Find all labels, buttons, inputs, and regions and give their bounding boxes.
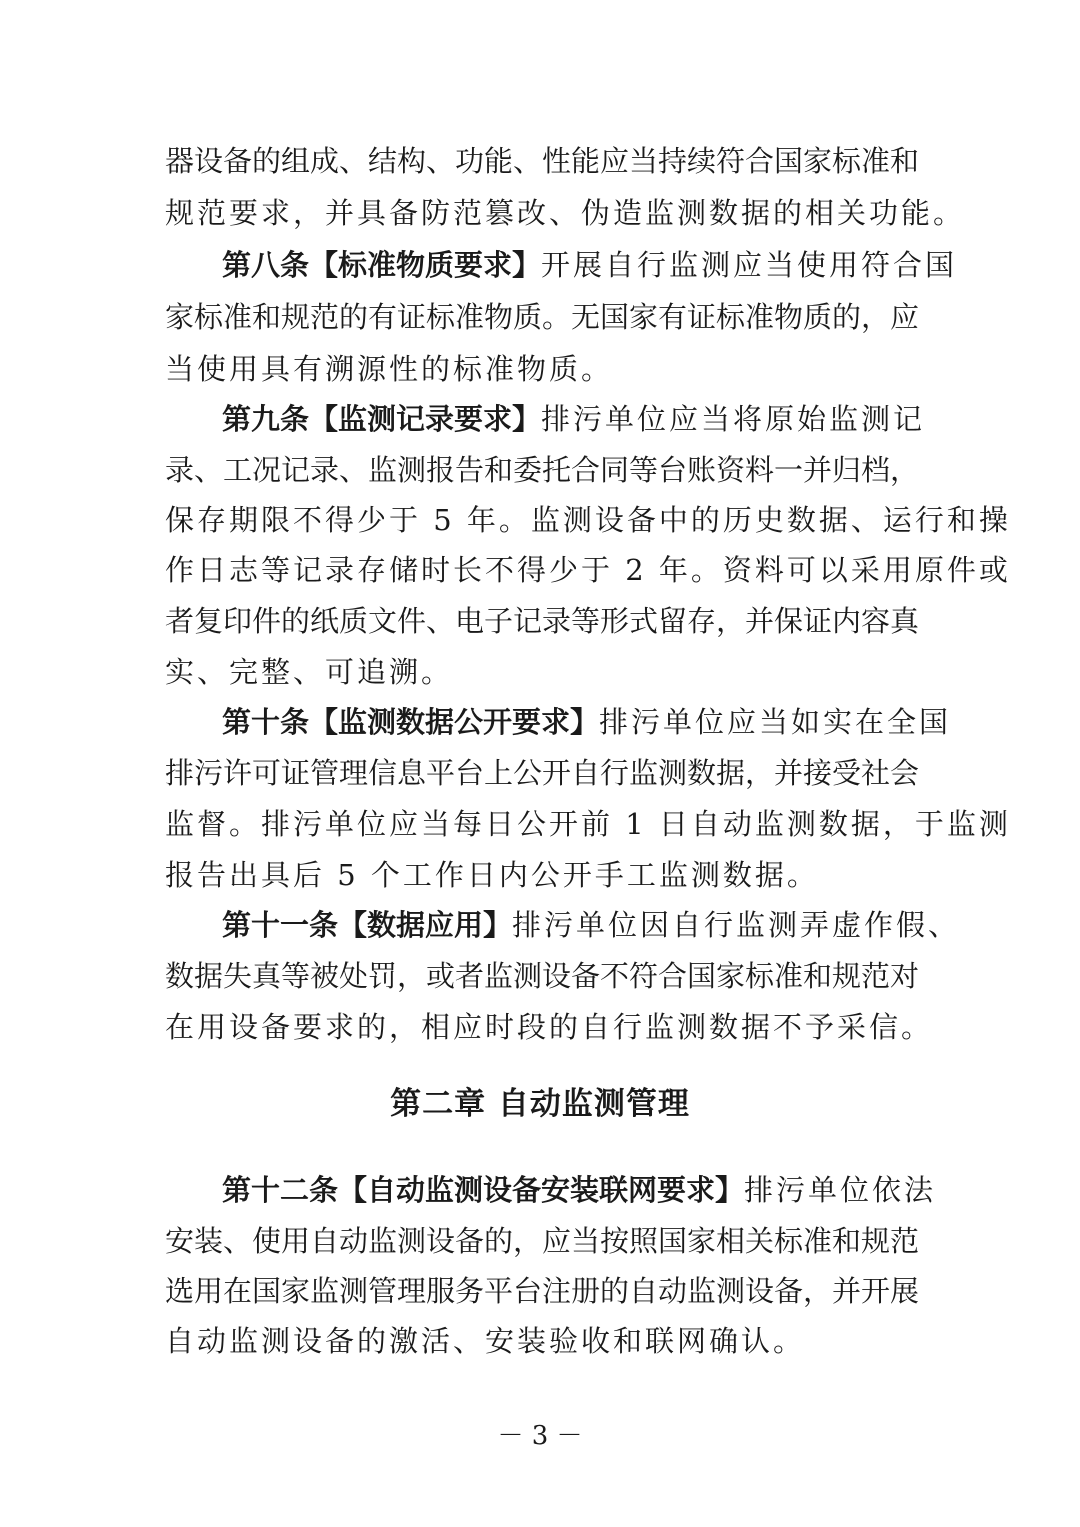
article-9-text: 排污单位应当将原始监测记 bbox=[541, 402, 926, 436]
article-12-heading: 第十二条【自动监测设备安装联网要求】 bbox=[222, 1173, 745, 1207]
article-11-first-line bbox=[222, 899, 961, 951]
text-line: 作日志等记录存储时长不得少于 2 年。资料可以采用原件或 bbox=[165, 553, 1011, 587]
text-line: 自动监测设备的激活、安装验收和联网确认。 bbox=[165, 1324, 806, 1358]
article-9-first-line bbox=[222, 393, 926, 445]
article-11-text: 排污单位因自行监测弄虚作假、 bbox=[512, 908, 961, 942]
text-line: 实、完整、可追溯。 bbox=[165, 655, 454, 689]
text-line: 当使用具有溯源性的标准物质。 bbox=[165, 352, 614, 386]
chapter-title: 第二章 自动监测管理 bbox=[390, 1086, 690, 1122]
page-number: － 3 － bbox=[497, 1421, 583, 1451]
text-line: 录、工况记录、监测报告和委托合同等台账资料一并归档， bbox=[165, 453, 920, 487]
text-line: 家标准和规范的有证标准物质。无国家有证标准物质的，应 bbox=[165, 300, 920, 334]
article-10-first-line bbox=[222, 696, 952, 748]
article-11-heading: 第十一条【数据应用】 bbox=[222, 908, 513, 942]
text-line: 报告出具后 5 个工作日内公开手工监测数据。 bbox=[165, 858, 819, 892]
text-line: 数据失真等被处罚，或者监测设备不符合国家标准和规范对 bbox=[165, 959, 920, 993]
text-line: 器设备的组成、结构、功能、性能应当持续符合国家标准和 bbox=[165, 144, 920, 178]
article-12-first-line bbox=[222, 1164, 937, 1216]
text-line: 者复印件的纸质文件、电子记录等形式留存，并保证内容真 bbox=[165, 604, 920, 638]
text-line: 监督。排污单位应当每日公开前 1 日自动监测数据，于监测 bbox=[165, 807, 1011, 841]
text-line: 保存期限不得少于 5 年。监测设备中的历史数据、运行和操 bbox=[165, 503, 1011, 537]
article-8-heading: 第八条【标准物质要求】 bbox=[222, 248, 542, 282]
text-line: 安装、使用自动监测设备的，应当按照国家相关标准和规范 bbox=[165, 1224, 920, 1258]
text-line: 排污许可证管理信息平台上公开自行监测数据，并接受社会 bbox=[165, 756, 920, 790]
article-8-text: 开展自行监测应当使用符合国 bbox=[541, 248, 958, 282]
text-line: 规范要求，并具备防范篡改、伪造监测数据的相关功能。 bbox=[165, 196, 966, 230]
article-12-text: 排污单位依法 bbox=[744, 1173, 937, 1207]
text-line: 选用在国家监测管理服务平台注册的自动监测设备，并开展 bbox=[165, 1274, 920, 1308]
article-10-text: 排污单位应当如实在全国 bbox=[599, 705, 952, 739]
article-10-heading: 第十条【监测数据公开要求】 bbox=[222, 705, 600, 739]
text-line: 在用设备要求的，相应时段的自行监测数据不予采信。 bbox=[165, 1010, 934, 1044]
article-8-first-line bbox=[222, 239, 958, 291]
article-9-heading: 第九条【监测记录要求】 bbox=[222, 402, 542, 436]
